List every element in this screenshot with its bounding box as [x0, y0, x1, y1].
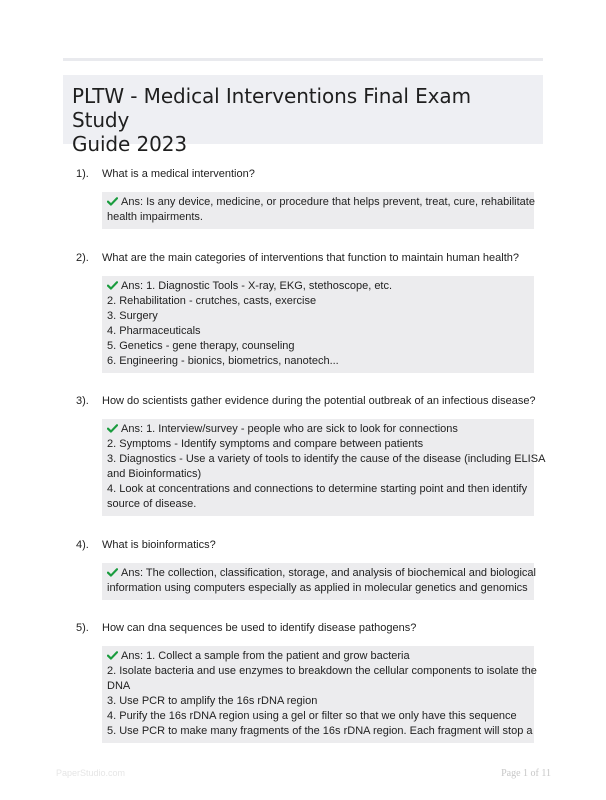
title-box	[63, 75, 543, 156]
answer-line: information using computers especially as applied in molecular genetics and genomics	[107, 582, 528, 594]
question-text: What are the main categories of interventions that function to maintain human health?	[102, 252, 520, 264]
answer-line: source of disease.	[107, 498, 197, 510]
checkmark-icon	[107, 197, 118, 206]
question-number: 1).	[76, 168, 89, 180]
answer-line: 3. Use PCR to amplify the 16s rDNA region	[107, 695, 318, 707]
answer-line: Ans: The collection, classification, storage, and analysis of biochemical and biological	[107, 566, 529, 581]
question-text: What is bioinformatics?	[102, 539, 216, 551]
question-number: 5).	[76, 622, 89, 634]
answer-line: Ans: 1. Collect a sample from the patient and grow bacteria	[107, 649, 529, 664]
answer-line: health impairments.	[107, 211, 203, 223]
answer-line: DNA	[107, 680, 131, 692]
question-text: What is a medical intervention?	[102, 168, 255, 180]
answer-line: 5. Genetics - gene therapy, counseling	[107, 340, 295, 352]
answer-5	[102, 646, 537, 743]
answer-line: 4. Look at concentrations and connections to determine starting point and then identify	[107, 483, 528, 495]
footer-watermark: PaperStudio.com	[56, 768, 126, 778]
title-line-1: PLTW - Medical Interventions Final Exam Study	[72, 84, 471, 132]
answer-line: Ans: 1. Interview/survey - people who are sick to look for connections	[107, 422, 529, 437]
top-divider	[63, 58, 543, 61]
answer-line: 4. Purify the 16s rDNA region using a gel or filter so that we only have this sequence	[107, 710, 517, 722]
answer-line: 2. Isolate bacteria and use enzymes to breakdown the cellular components to isolate the	[107, 665, 537, 677]
answer-line: 2. Symptoms - Identify symptoms and compare between patients	[107, 438, 424, 450]
answer-4	[102, 563, 534, 600]
answer-line: Ans: Is any device, medicine, or procedure that helps prevent, treat, cure, rehabilitate	[107, 195, 529, 210]
answer-3	[102, 419, 546, 516]
answer-line: 2. Rehabilitation - crutches, casts, exercise	[107, 295, 317, 307]
checkmark-icon	[107, 424, 118, 433]
answer-line: and Bioinformatics)	[107, 468, 202, 480]
answer-line: Ans: 1. Diagnostic Tools - X-ray, EKG, stethoscope, etc.	[107, 279, 529, 294]
answer-line: 6. Engineering - bionics, biometrics, nanotech...	[107, 355, 339, 367]
answer-2	[102, 276, 534, 373]
answer-line: 3. Surgery	[107, 310, 158, 322]
title-line-2: Guide 2023	[72, 132, 187, 156]
answer-line: 4. Pharmaceuticals	[107, 325, 201, 337]
answer-line: 3. Diagnostics - Use a variety of tools to identify the cause of the disease (including ELISA	[107, 453, 546, 465]
question-number: 4).	[76, 539, 89, 551]
checkmark-icon	[107, 651, 118, 660]
checkmark-icon	[107, 568, 118, 577]
question-text: How can dna sequences be used to identify disease pathogens?	[102, 622, 417, 634]
question-number: 2).	[76, 252, 89, 264]
answer-1	[102, 192, 534, 229]
question-text: How do scientists gather evidence during the potential outbreak of an infectious disease?	[102, 395, 536, 407]
question-number: 3).	[76, 395, 89, 407]
document-title	[72, 84, 533, 156]
answer-line: 5. Use PCR to make many fragments of the 16s rDNA region. Each fragment will stop a	[107, 725, 533, 737]
checkmark-icon	[107, 281, 118, 290]
page-number: Page 1 of 11	[501, 768, 551, 779]
